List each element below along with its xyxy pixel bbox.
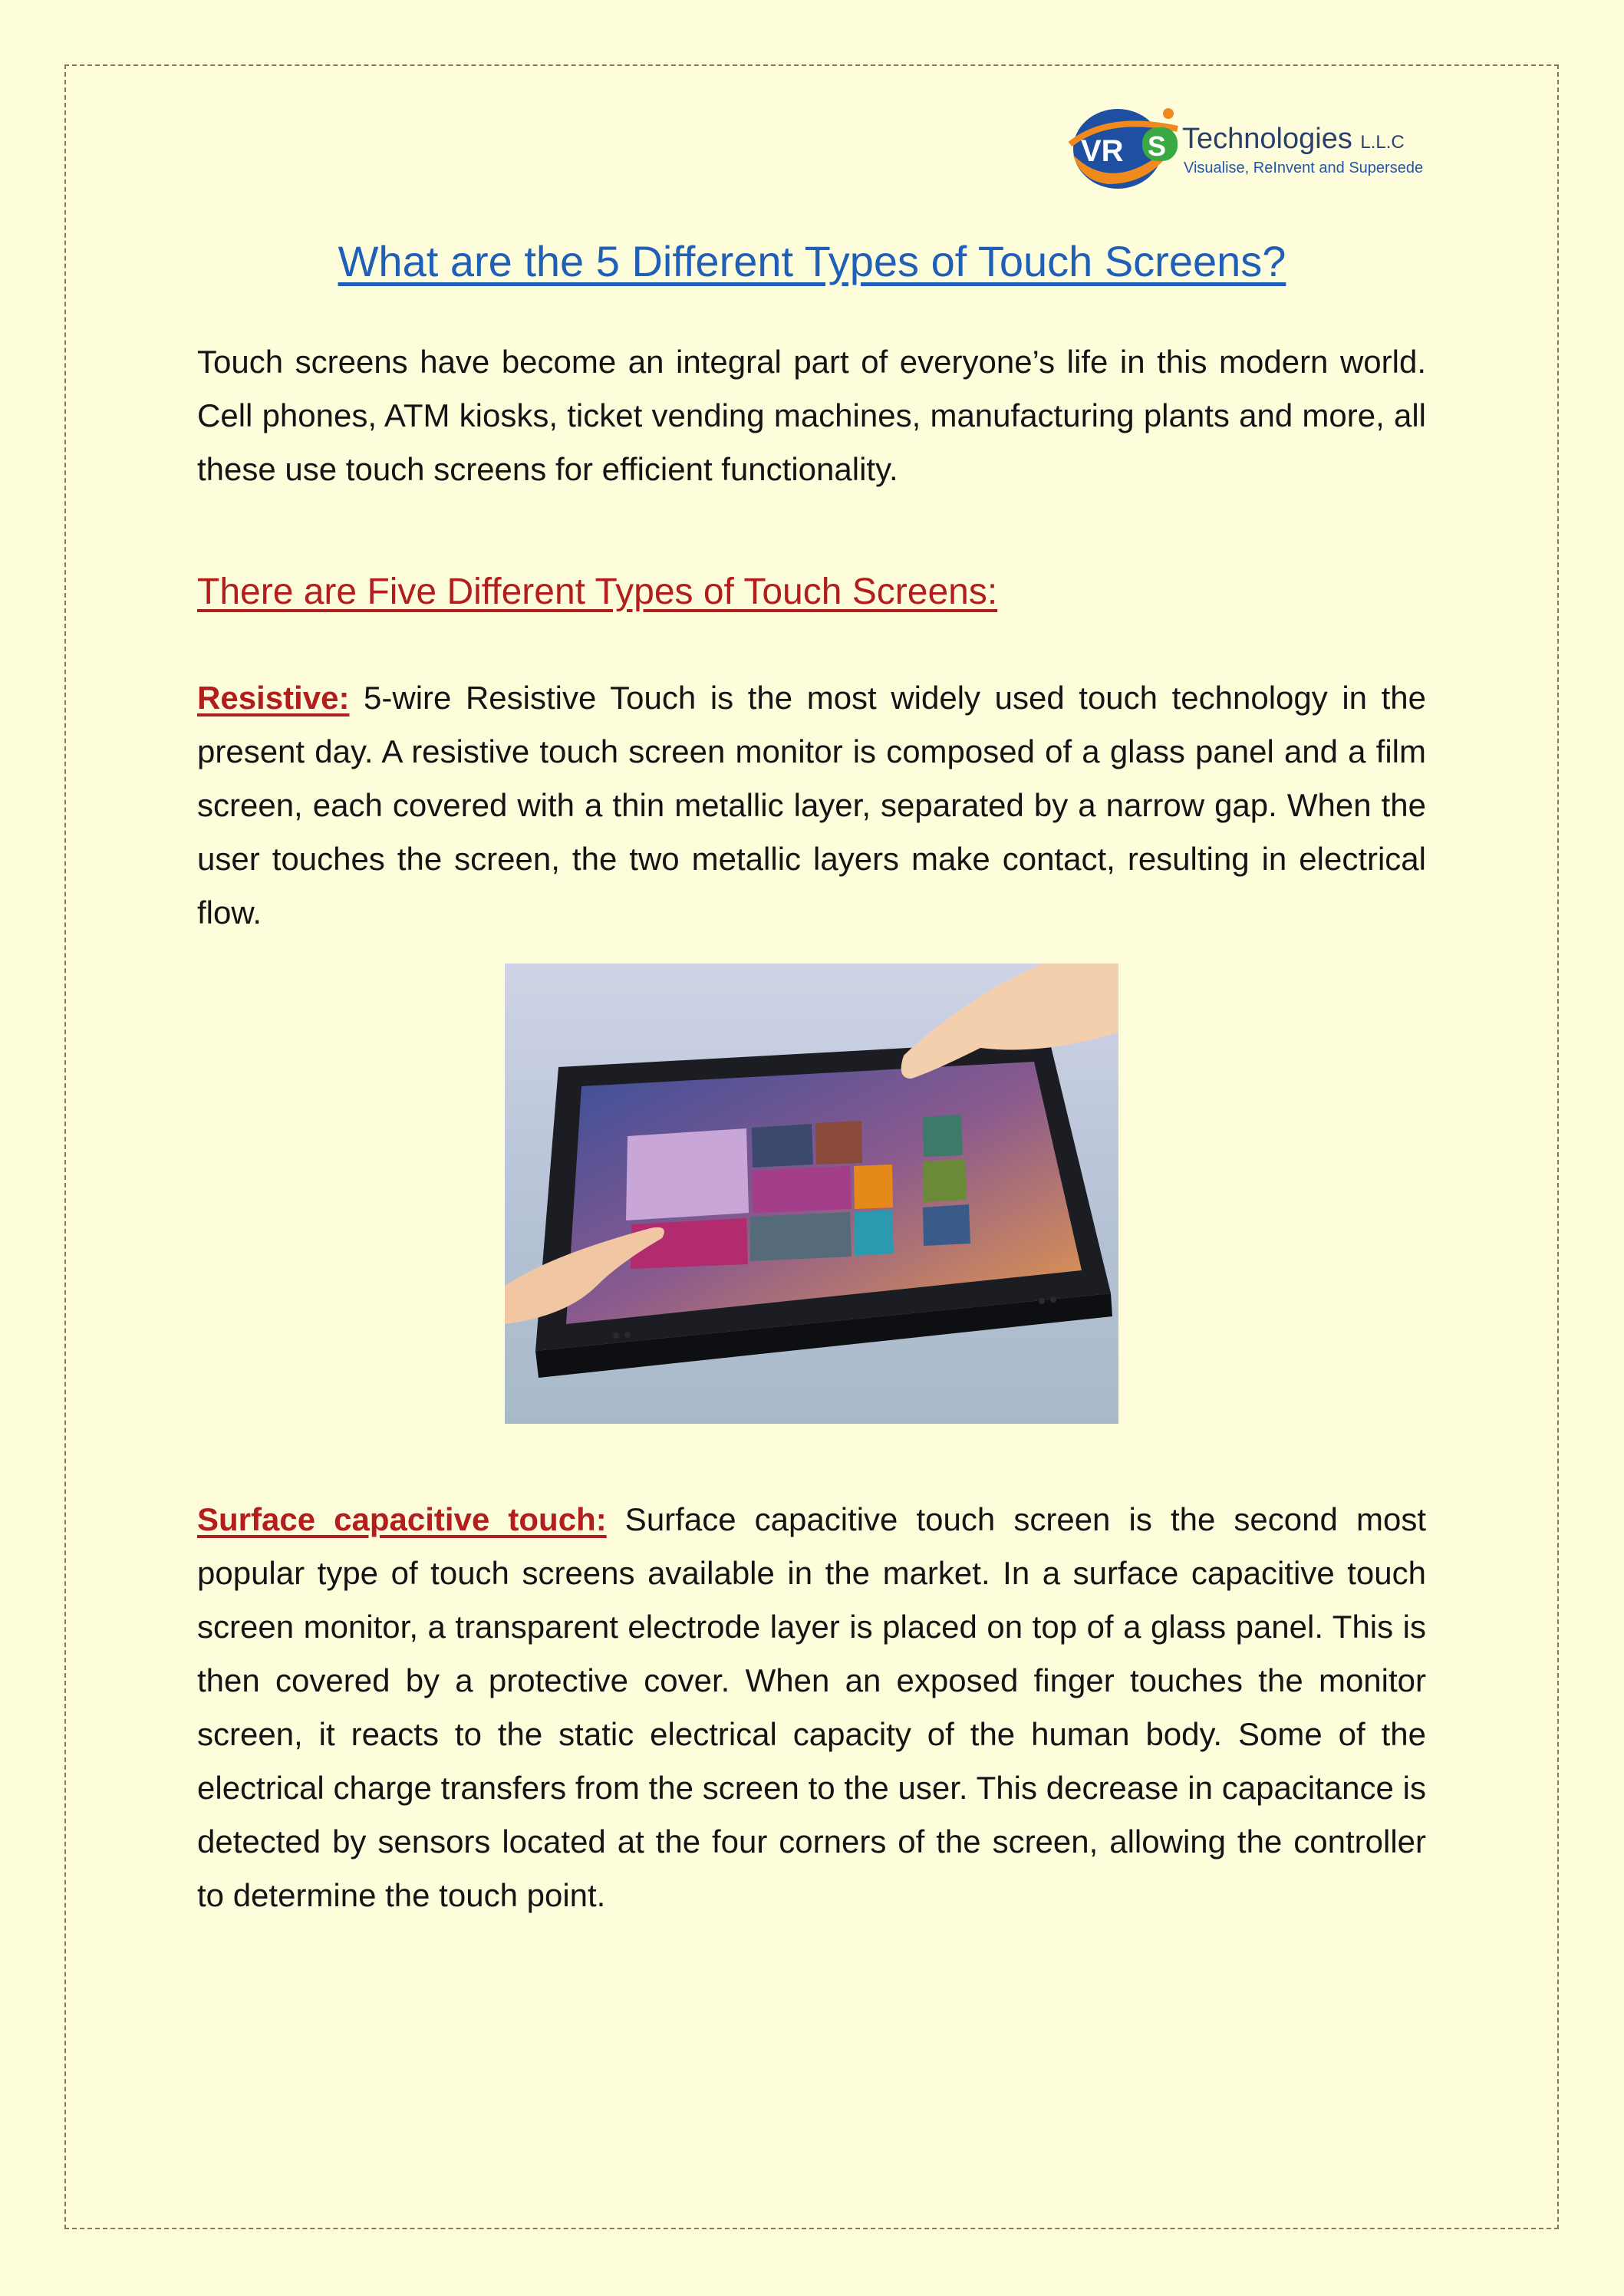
logo-name: [1182, 123, 1405, 156]
page-title[interactable]: What are the 5 Different Types of Touch Screens?: [338, 237, 1286, 285]
resistive-term: Resistive:: [197, 680, 350, 716]
surface-capacitive-text: Surface capacitive touch screen is the second most popular type of touch screens available in the market. In a surface capacitive touch screen monitor, a transparent electrode layer is placed on top of a glass panel. This is then covered by a protective cover. When an exposed finger touches the monitor screen, it reacts to the static electrical capacity of the human body. Some of the electrical charge transfers from the screen to the user. This decrease in capacitance is detected by sensors located at the four corners of the screen, allowing the controller to determine the touch point.: [197, 1501, 1426, 1913]
vrs-logo-icon: [1062, 98, 1185, 198]
surface-capacitive-term: Surface capacitive touch:: [197, 1501, 607, 1537]
svg-text:S: S: [1148, 130, 1167, 162]
logo-tagline: Visualise, ReInvent and Supersede: [1184, 160, 1424, 176]
logo-llc: L.L.C: [1360, 132, 1405, 153]
resistive-paragraph: [197, 671, 1426, 940]
svg-text:VR: VR: [1081, 134, 1124, 168]
logo-company-name: Technologies: [1182, 123, 1352, 155]
section-subheading: There are Five Different Types of Touch Screens:: [197, 572, 998, 612]
resistive-text: 5-wire Resistive Touch is the most widely used touch technology in the present day. A resistive touch screen monitor is composed of a glass panel and a film screen, each covered with a thin metallic layer, separated by a narrow gap. When the user touches the screen, the two metallic layers make contact, resulting in electrical flow.: [197, 680, 1426, 931]
intro-paragraph: Touch screens have become an integral part of everyone’s life in this modern world. Cell phones, ATM kiosks, ticket vending machines, manufacturing plants and more, all these use touch screens for efficient functionality.: [197, 344, 1426, 487]
surface-capacitive-paragraph: [197, 1493, 1426, 1922]
company-logo: [1062, 98, 1461, 198]
touch-monitor-illustration: [505, 964, 1118, 1424]
touch-monitor-photo: [505, 964, 1118, 1424]
